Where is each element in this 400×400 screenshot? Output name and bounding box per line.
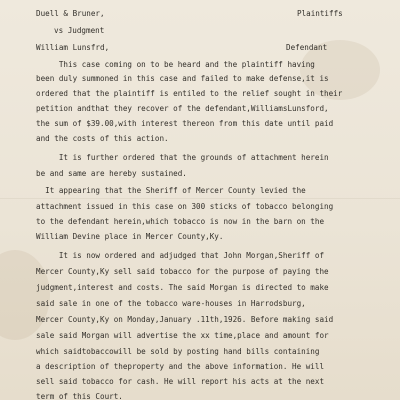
defendant-name: William Lunsfrd, bbox=[36, 43, 110, 52]
plaintiff-name: Duell & Bruner, bbox=[36, 9, 105, 18]
body-line: It is now ordered and adjudged that John Morgan,Sheriff of bbox=[36, 251, 325, 260]
body-line: attachment issued in this case on 300 sticks of tobacco belonging bbox=[36, 202, 334, 211]
body-line: the sum of $39.00,with interest thereon from this date until paid bbox=[36, 119, 334, 128]
body-line: petition andthat they recover of the defendant,WilliamsLunsford, bbox=[36, 104, 329, 113]
defendant-role: Defendant bbox=[286, 43, 328, 52]
body-line: Mercer County,Ky on Monday,January .11th,1926. Before making said bbox=[36, 315, 334, 324]
body-line: to the defendant herein,which tobacco is now in the barn on the bbox=[36, 217, 325, 226]
body-line: sale said Morgan will advertise the xx time,place and amount for bbox=[36, 331, 329, 340]
body-line: ordered that the plaintiff is entiled to the relief sought in their bbox=[36, 89, 343, 98]
body-line: It appearing that the Sheriff of Mercer County levied the bbox=[36, 186, 306, 195]
body-line: Mercer County,Ky sell said tobacco for the purpose of paying the bbox=[36, 267, 329, 276]
plaintiff-role: Plaintiffs bbox=[297, 9, 343, 18]
body-line: said sale in one of the tobacco ware-houses in Harrodsburg, bbox=[36, 299, 306, 308]
body-line: William Devine place in Mercer County,Ky. bbox=[36, 232, 224, 241]
body-line: term of this Court. bbox=[36, 392, 123, 400]
body-line: a description of theproperty and the above information. He will bbox=[36, 362, 325, 371]
body-line: which saidtobaccowill be sold by posting hand bills containing bbox=[36, 347, 320, 356]
body-line: judgment,interest and costs. The said Morgan is directed to make bbox=[36, 283, 329, 292]
body-line: and the costs of this action. bbox=[36, 134, 169, 143]
body-line: be and same are hereby sustained. bbox=[36, 169, 187, 178]
body-line: sell said tobacco for cash. He will report his acts at the next bbox=[36, 377, 325, 386]
body-line: It is further ordered that the grounds of attachment herein bbox=[36, 153, 329, 162]
versus-judgment: vs Judgment bbox=[54, 26, 105, 35]
body-line: been duly summoned in this case and failed to make defense,it is bbox=[36, 74, 329, 83]
paper-fold bbox=[0, 198, 400, 199]
paper-stain bbox=[0, 250, 50, 340]
body-line: This case coming on to be heard and the plaintiff having bbox=[36, 60, 315, 69]
